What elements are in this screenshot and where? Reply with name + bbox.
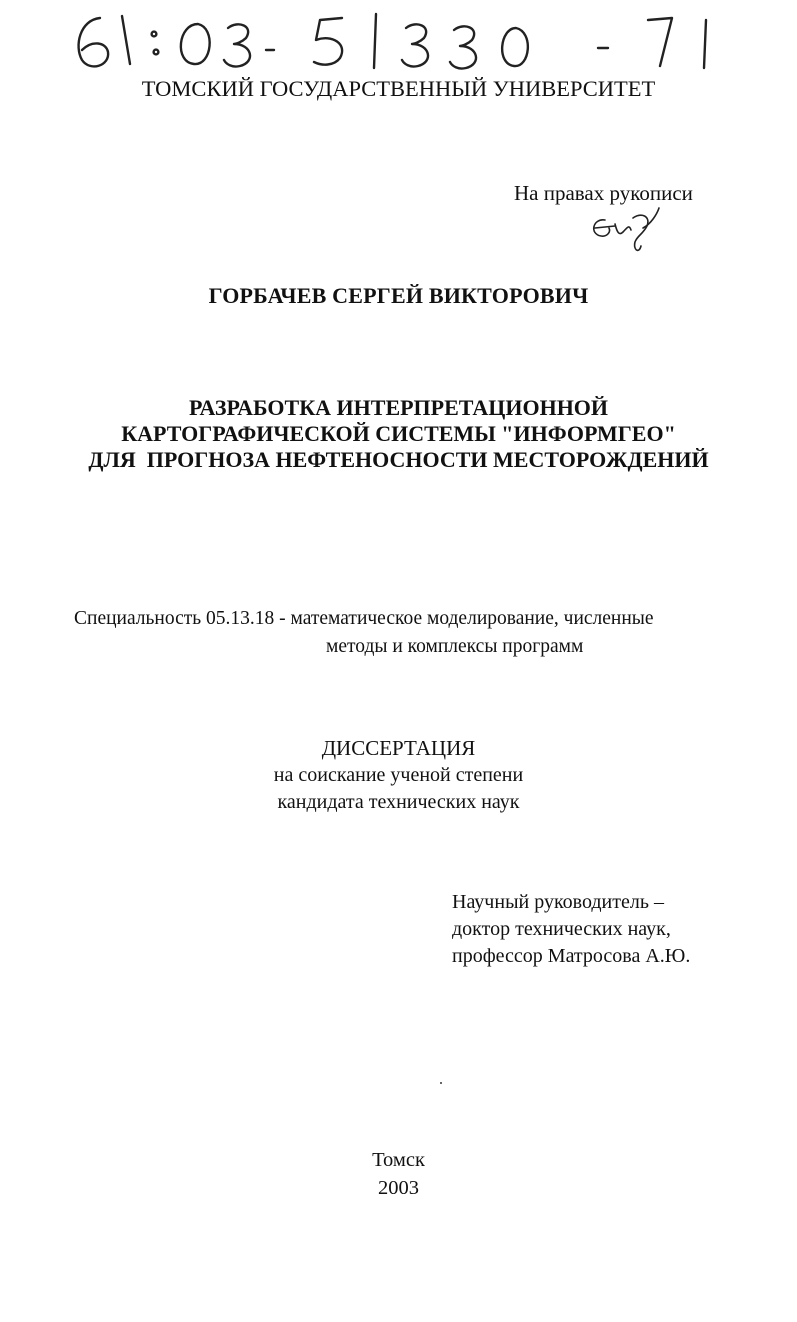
author-name: ГОРБАЧЕВ СЕРГЕЙ ВИКТОРОВИЧ — [208, 283, 589, 308]
supervisor-line-1: Научный руководитель – — [452, 891, 664, 913]
title-line-1: РАЗРАБОТКА ИНТЕРПРЕТАЦИОННОЙ — [188, 395, 609, 420]
specialty-line-1: Специальность 05.13.18 - математическое моделирование, численные — [74, 608, 654, 629]
dissertation-title — [0, 395, 797, 473]
specialty-block — [74, 605, 654, 661]
title-line-3: ДЛЯ ПРОГНОЗА НЕФТЕНОСНОСТИ МЕСТОРОЖДЕНИЙ — [88, 447, 709, 472]
degree-line-1: на соискание ученой степени — [273, 764, 524, 786]
city: Томск — [372, 1149, 425, 1171]
dissertation-heading: ДИССЕРТАЦИЯ — [321, 736, 476, 760]
supervisor-line-3: профессор Матросова А.Ю. — [452, 945, 691, 967]
university-name: ТОМСКИЙ ГОСУДАРСТВЕННЫЙ УНИВЕРСИТЕТ — [141, 76, 656, 101]
signature-mark — [585, 202, 663, 258]
specialty-line-2: методы и комплексы программ — [326, 636, 584, 657]
handwritten-catalog-code — [70, 6, 730, 74]
title-line-2: КАРТОГРАФИЧЕСКОЙ СИСТЕМЫ "ИНФОРМГЕО" — [121, 421, 676, 446]
dissertation-degree-block — [0, 735, 797, 816]
year: 2003 — [378, 1177, 419, 1199]
supervisor-line-2: доктор технических наук, — [452, 918, 671, 940]
scan-speck — [440, 1082, 442, 1084]
footer-block — [0, 1146, 797, 1202]
degree-line-2: кандидата технических наук — [277, 791, 520, 813]
supervisor-block — [452, 889, 690, 970]
rights-note: На правах рукописи — [514, 181, 693, 205]
